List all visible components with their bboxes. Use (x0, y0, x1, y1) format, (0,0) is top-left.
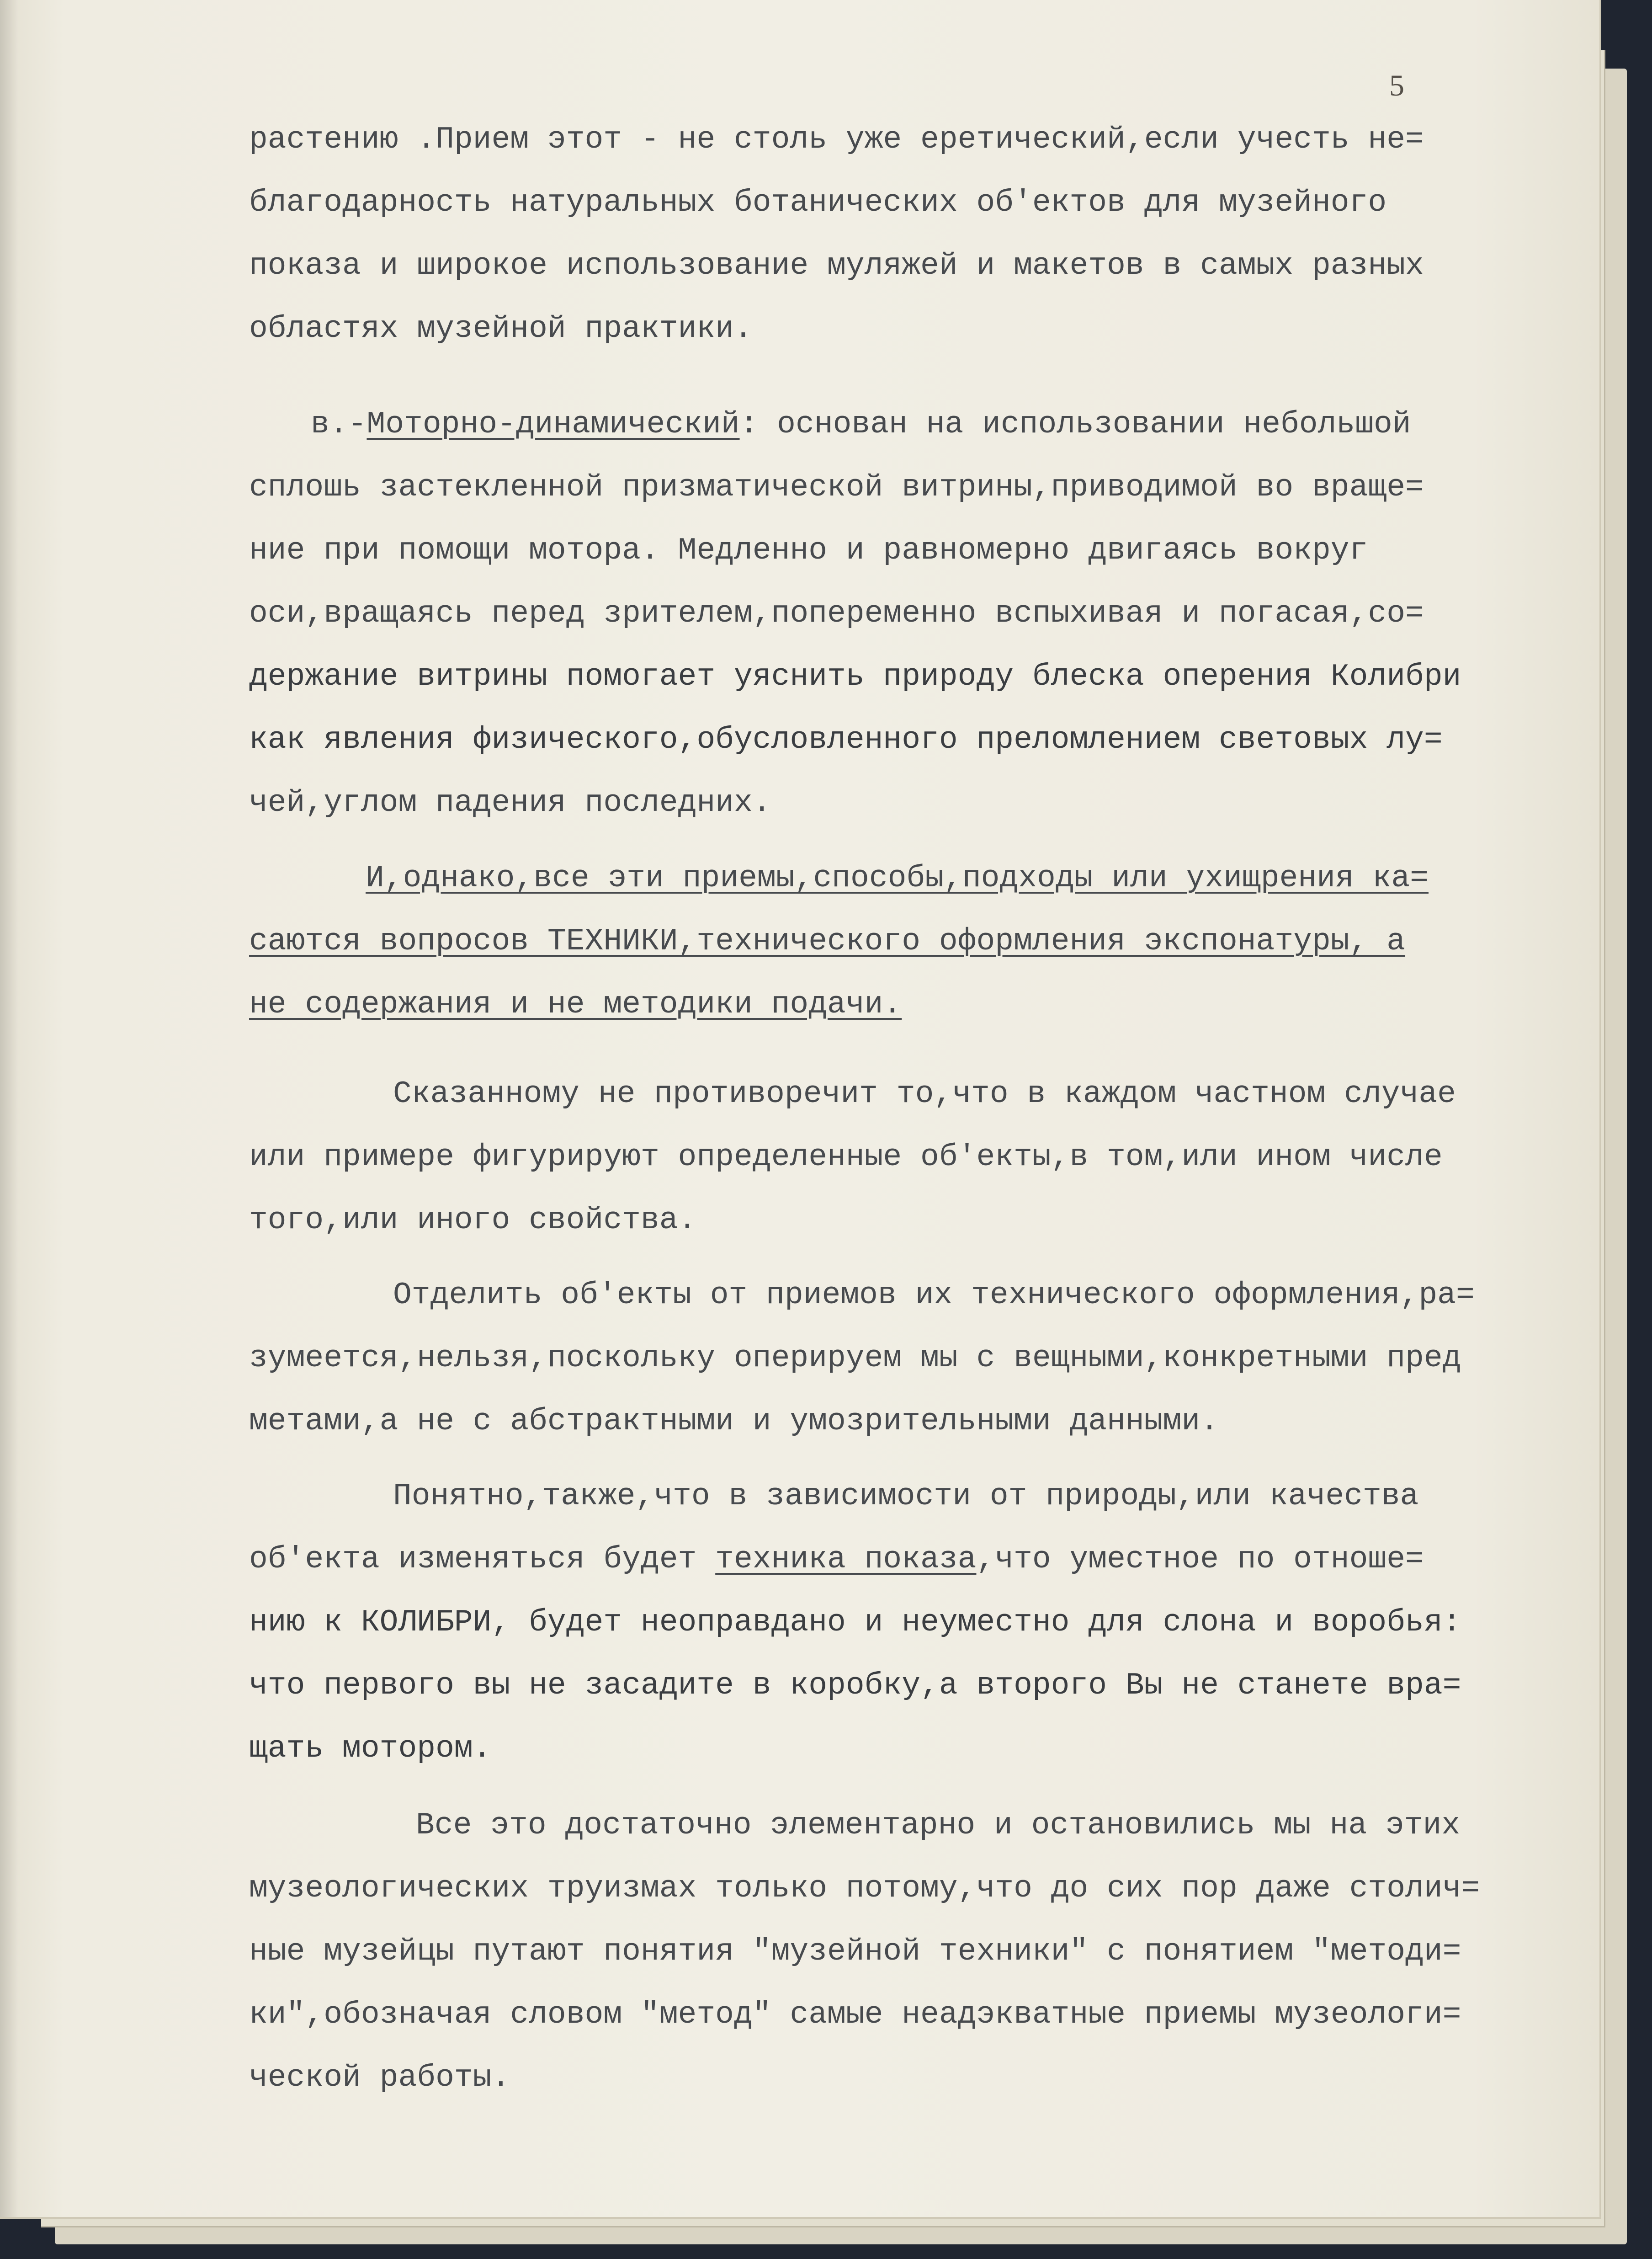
binding-shadow (0, 0, 18, 2217)
text-line: ные музейцы путают понятия "музейной техники" с понятием "методи= (249, 1934, 1461, 1969)
text-line: Сказанному не противоречит то,что в каждом частном случае (393, 1076, 1456, 1112)
text-line: держание витрины помогает уяснить природу блеска оперения Колибри (249, 659, 1461, 694)
underlined-term: Моторно-динамический (367, 407, 740, 442)
text-line: ки",обозначая словом "метод" самые неадэкватные приемы музеологи= (249, 1997, 1461, 2032)
text-line: музеологических труизмах только потому,что до сих пор даже столич= (249, 1871, 1480, 1906)
text-line: как явления физического,обусловленного преломлением световых лу= (249, 722, 1443, 757)
line-rest: ,что уместное по отноше= (976, 1542, 1424, 1577)
text-line: чей,углом падения последних. (249, 785, 771, 820)
text-line: того,или иного свойства. (249, 1203, 697, 1238)
text-line (311, 409, 1411, 440)
underlined-term: техника показа (715, 1542, 977, 1577)
text-line: областях музейной практики. (249, 311, 753, 346)
line-start: об'екта изменяться будет (249, 1542, 716, 1577)
text-line: ческой работы. (249, 2060, 510, 2095)
text-line: сплошь застекленной призматической витрины,приводимой во враще= (249, 470, 1424, 505)
text-line: растению .Прием этот - не столь уже еретический,если учесть не= (249, 122, 1424, 157)
text-line: ние при помощи мотора. Медленно и равномерно двигаясь вокруг (249, 533, 1368, 568)
line-rest: : основан на использовании небольшой (739, 407, 1411, 442)
page-number: 5 (1389, 69, 1404, 102)
text-line: что первого вы не засадите в коробку,а второго Вы не станете вра= (249, 1668, 1461, 1703)
text-line: оси,вращаясь перед зрителем,попеременно вспыхивая и погасая,со= (249, 596, 1424, 631)
text-line: Понятно,также,что в зависимости от природы,или качества (393, 1479, 1419, 1514)
text-line: зумеется,нельзя,поскольку оперируем мы с вещными,конкретными пред (249, 1341, 1461, 1376)
text-line: Все это достаточно элементарно и остановились мы на этих (416, 1808, 1461, 1843)
text-line: или примере фигурируют определенные об'екты,в том,или ином числе (249, 1140, 1443, 1175)
text-line: нию к КОЛИБРИ, будет неоправдано и неуместно для слона и воробья: (249, 1605, 1461, 1640)
text-line: метами,а не с абстрактными и умозрительными данными. (249, 1404, 1219, 1439)
underlined-line: не содержания и не методики подачи. (249, 987, 902, 1022)
underlined-line: саются вопросов ТЕХНИКИ,технического оформления экспонатуры, а (249, 924, 1406, 959)
text-line: щать мотором. (249, 1731, 492, 1766)
underlined-line: И,однако,все эти приемы,способы,подходы или ухищрения ка= (366, 861, 1429, 896)
text-line (249, 1544, 1424, 1575)
text-line: показа и широкое использование муляжей и макетов в самых разных (249, 248, 1424, 283)
text-line: Отделить об'екты от приемов их технического оформления,ра= (393, 1278, 1475, 1313)
item-prefix: в.- (311, 407, 367, 442)
text-line: благодарность натуральных ботанических об'ектов для музейного (249, 185, 1387, 220)
